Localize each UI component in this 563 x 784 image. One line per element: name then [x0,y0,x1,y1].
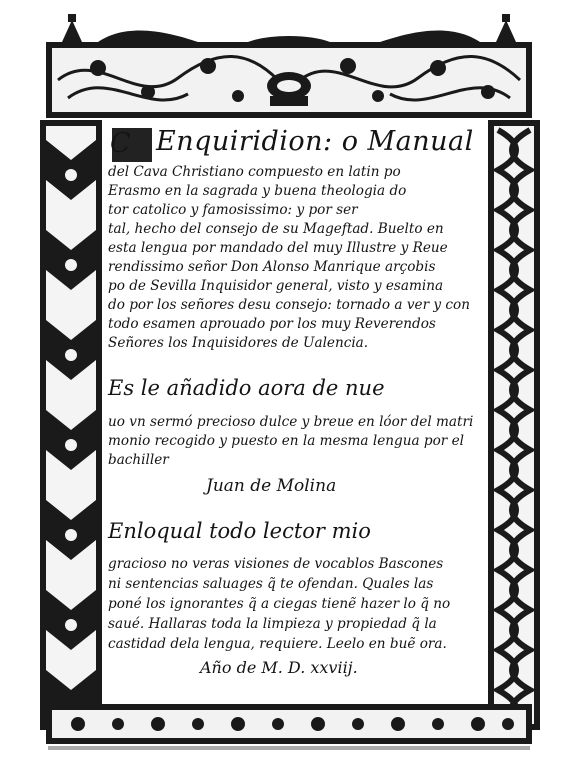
text-line: tor catolico y famosissimo: y por ser [108,202,358,218]
text-line: Señores los Inquisidores de Ualencia. [108,335,369,351]
title-line: Enquiridion: o Manual [156,126,474,157]
right-woodcut-border [488,120,540,730]
closing-title: Enloqual todo lector mio [108,519,371,543]
text-line: todo esamen aprouado por los muy Reverendos [108,316,436,332]
text-line: Erasmo en la sagrada y buena theologia do [108,183,407,199]
text-line: castidad dela lengua, requiere. Leelo en buẽ ora. [108,636,447,652]
text-line: tal, hecho del consejo de su Mageftad. Buelto en [108,221,444,237]
top-woodcut-border [38,8,540,122]
title-text-block [108,126,488,686]
publication-year: Año de M. D. xxviij. [200,658,358,677]
text-line: ni sentencias saluages q̃ te ofendan. Quales las [108,576,434,592]
text-line: po de Sevilla Inquisidor general, visto y esamina [108,278,444,294]
text-line: del Cava Christiano compuesto en latin po [108,164,401,180]
text-line: do por los señores desu consejo: tornado a ver y con [108,297,470,313]
text-line: bachiller [108,452,169,468]
bottom-woodcut-border [38,690,540,760]
text-line: gracioso no veras visiones de vocablos Bascones [108,556,444,572]
subtitle-line: Es le añadido aora de nue [108,376,385,400]
text-line: monio recogido y puesto en la mesma lengua por el [108,433,464,449]
initial-letter: C [110,128,132,159]
text-line: rendissimo señor Don Alonso Manrique arçobis [108,259,436,275]
text-line: uo vn sermó precioso dulce y breue en lóor del matri [108,414,474,430]
text-line: esta lengua por mandado del muy Illustre y Reue [108,240,448,256]
left-woodcut-border [40,120,102,730]
text-line: saué. Hallaras toda la limpieza y propiedad q̃ la [108,616,437,632]
text-line: poné los ignorantes q̃ a ciegas tienẽ hazer lo q̃ no [108,596,451,612]
author-name: Juan de Molina [206,476,337,496]
